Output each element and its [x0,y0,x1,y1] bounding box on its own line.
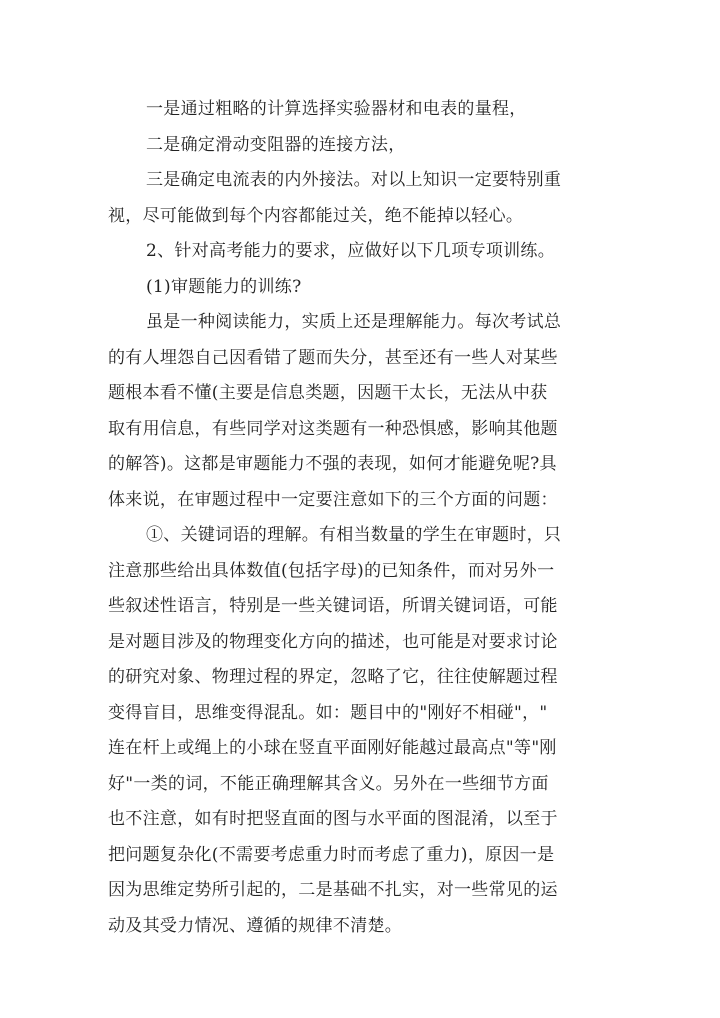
paragraph-line: 三是确定电流表的内外接法。对以上知识一定要特别重 [146,170,562,190]
paragraph-line: 题根本看不懂(主要是信息类题，因题干太长，无法从中获 [108,383,548,403]
paragraph-line: 是对题目涉及的物理变化方向的描述，也可能是对要求讨论 [108,631,558,652]
paragraph-line: 2、针对高考能力的要求，应做好以下几项专项训练。 [146,241,556,261]
paragraph-line: 也不注意，如有时把竖直面的图与水平面的图混淆，以至于 [108,809,558,829]
paragraph-line: 把问题复杂化(不需要考虑重力时而考虑了重力)，原因一是 [108,844,555,865]
paragraph-line: 体来说，在审题过程中一定要注意如下的三个方面的问题： [108,489,558,510]
paragraph-line: 视，尽可能做到每个内容都能过关，绝不能掉以轻心。 [108,205,524,226]
paragraph-line: 连在杆上或绳上的小球在竖直平面刚好能越过最高点"等"刚 [108,738,557,758]
paragraph-line: 好"一类的词，不能正确理解其含义。另外在一些细节方面 [108,773,549,794]
paragraph-line: 一是通过粗略的计算选择实验器材和电表的量程， [146,99,527,119]
paragraph-line: 的解答)。这都是审题能力不强的表现，如何才能避免呢?具 [108,454,557,474]
paragraph-line: 注意那些给出具体数值(包括字母)的已知条件，而对另外一 [108,560,555,581]
paragraph-line: ①、关键词语的理解。有相当数量的学生在审题时，只 [146,525,562,545]
paragraph-line: 因为思维定势所引起的，二是基础不扎实，对一些常见的运 [108,880,558,900]
paragraph-line: 动及其受力情况、遵循的规律不清楚。 [108,915,403,936]
paragraph-line: 的有人埋怨自己因看错了题而失分，甚至还有一些人对某些 [108,347,558,368]
paragraph-line: 变得盲目，思维变得混乱。如：题目中的"刚好不相碰"，" [108,702,548,723]
section-heading: (1)审题能力的训练? [146,276,302,297]
paragraph-line: 的研究对象、物理过程的界定，忽略了它，往往使解题过程 [108,667,558,687]
document-body [108,92,628,944]
paragraph-line: 二是确定滑动变阻器的连接方法， [146,134,406,155]
paragraph-line: 些叙述性语言，特别是一些关键词语，所谓关键词语，可能 [108,596,558,616]
paragraph-line: 虽是一种阅读能力，实质上还是理解能力。每次考试总 [146,312,562,332]
paragraph-line: 取有用信息，有些同学对这类题有一种恐惧感，影响其他题 [108,418,558,439]
